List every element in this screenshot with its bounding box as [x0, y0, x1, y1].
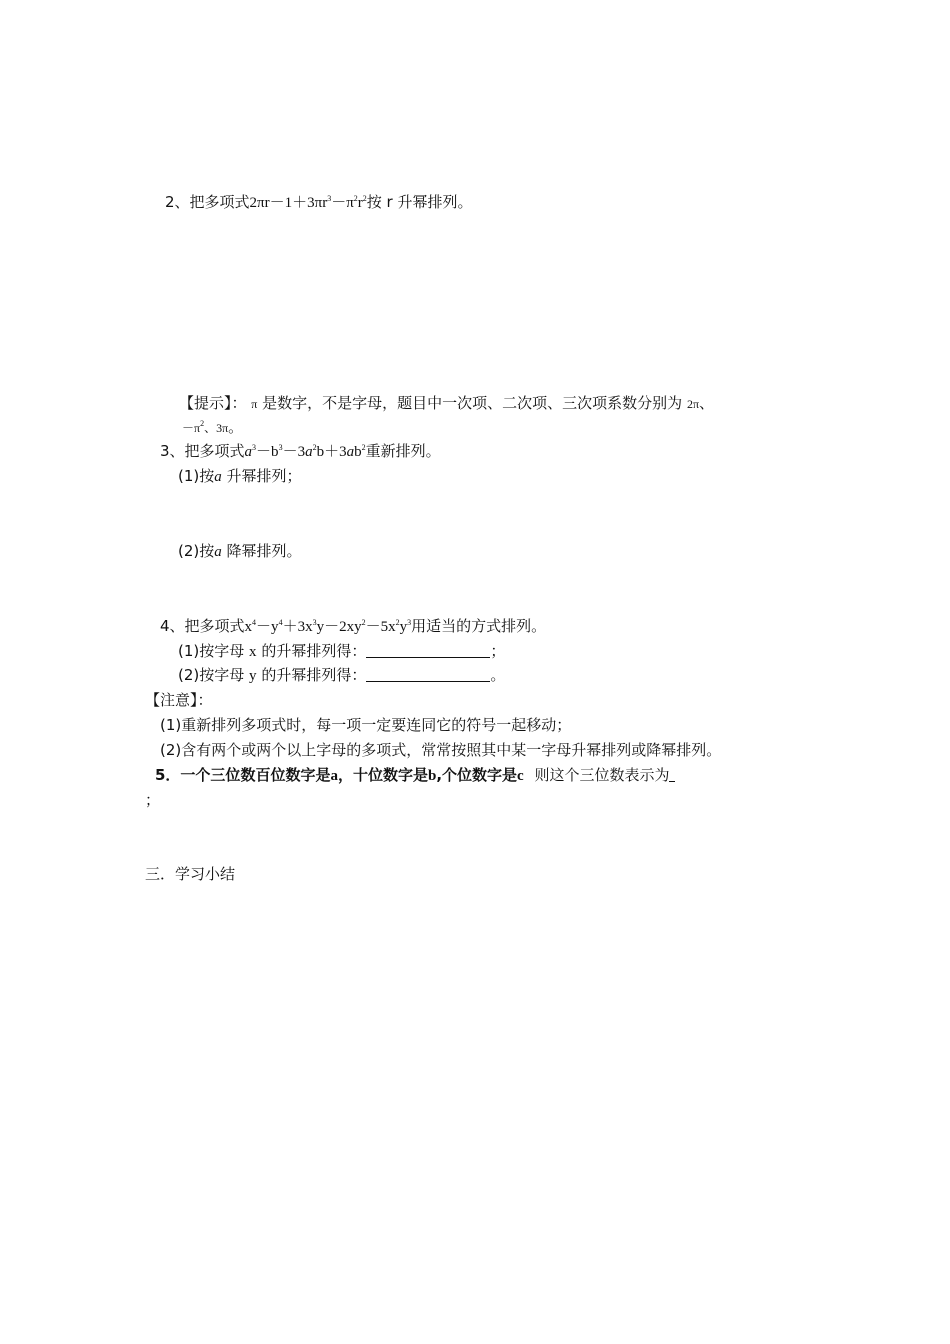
hint-text: 是数字，不是字母，题目中一次项、二次项、三次项系数分别为: [262, 394, 683, 412]
q2-polynomial: $2\pi r-1+3\pi r^3-\pi^2r^2$: [249, 194, 367, 211]
q3-sub-1: (1)按a 升幂排列；: [178, 467, 302, 485]
hint-coef-1: 2π: [686, 397, 699, 411]
note-item-1: (1)重新排列多项式时，每一项一定要连同它的符号一起移动；: [160, 716, 572, 734]
q3-sub-2: (2)按a 降幂排列。: [178, 542, 302, 560]
note-item-2: (2)含有两个或两个以上字母的多项式，常常按照其中某一字母升幂排列或降幂排列。: [160, 741, 722, 759]
q4-polynomial: $x^4-y^4+3x^3y-2xy^2-5x^2y^3$: [244, 618, 412, 635]
q4-sub-2: (2)按字母 y 的升幂排列得： 。: [178, 666, 506, 684]
question-4: 4、把多项式$x^4-y^4+3x^3y-2xy^2-5x^2y^3$用适当的方式排列。: [160, 617, 547, 635]
hint-line-1: 【提示】： π 是数字，不是字母，题目中一次项、二次项、三次项系数分别为 2π、: [179, 394, 715, 412]
section-3-title: 三．学习小结: [145, 865, 236, 883]
question-5: 5．一个三位数百位数字是a，十位数字是b,个位数字是c 则这个三位数表示为: [155, 765, 675, 786]
hint-coef-3: 、3π: [204, 421, 229, 435]
answer-blank-1[interactable]: [366, 643, 490, 658]
question-2: [165, 192, 473, 213]
hint-line-2: $-\pi^2$、3π。: [182, 418, 244, 436]
answer-blank-2[interactable]: [366, 667, 490, 682]
question-3: 3、把多项式$a^3-b^3-3a^2b+3ab^2$重新排列。: [160, 442, 441, 460]
answer-blank-3[interactable]: [669, 767, 675, 782]
q2-prefix: 2、把多项式: [165, 193, 250, 211]
hint-pi: π: [251, 397, 258, 411]
hint-coef-2: －π: [182, 421, 201, 435]
q2-tail: 按 r 升幂排列。: [366, 193, 473, 211]
q5-end: ；: [145, 791, 161, 809]
q4-sub-1: (1)按字母 x 的升幂排列得： ；: [178, 642, 506, 660]
q3-polynomial: $a^3-b^3-3a^2b+3ab^2$: [244, 443, 366, 460]
note-label: 【注意】：: [145, 691, 213, 709]
hint-label: 【提示】：: [179, 394, 247, 412]
